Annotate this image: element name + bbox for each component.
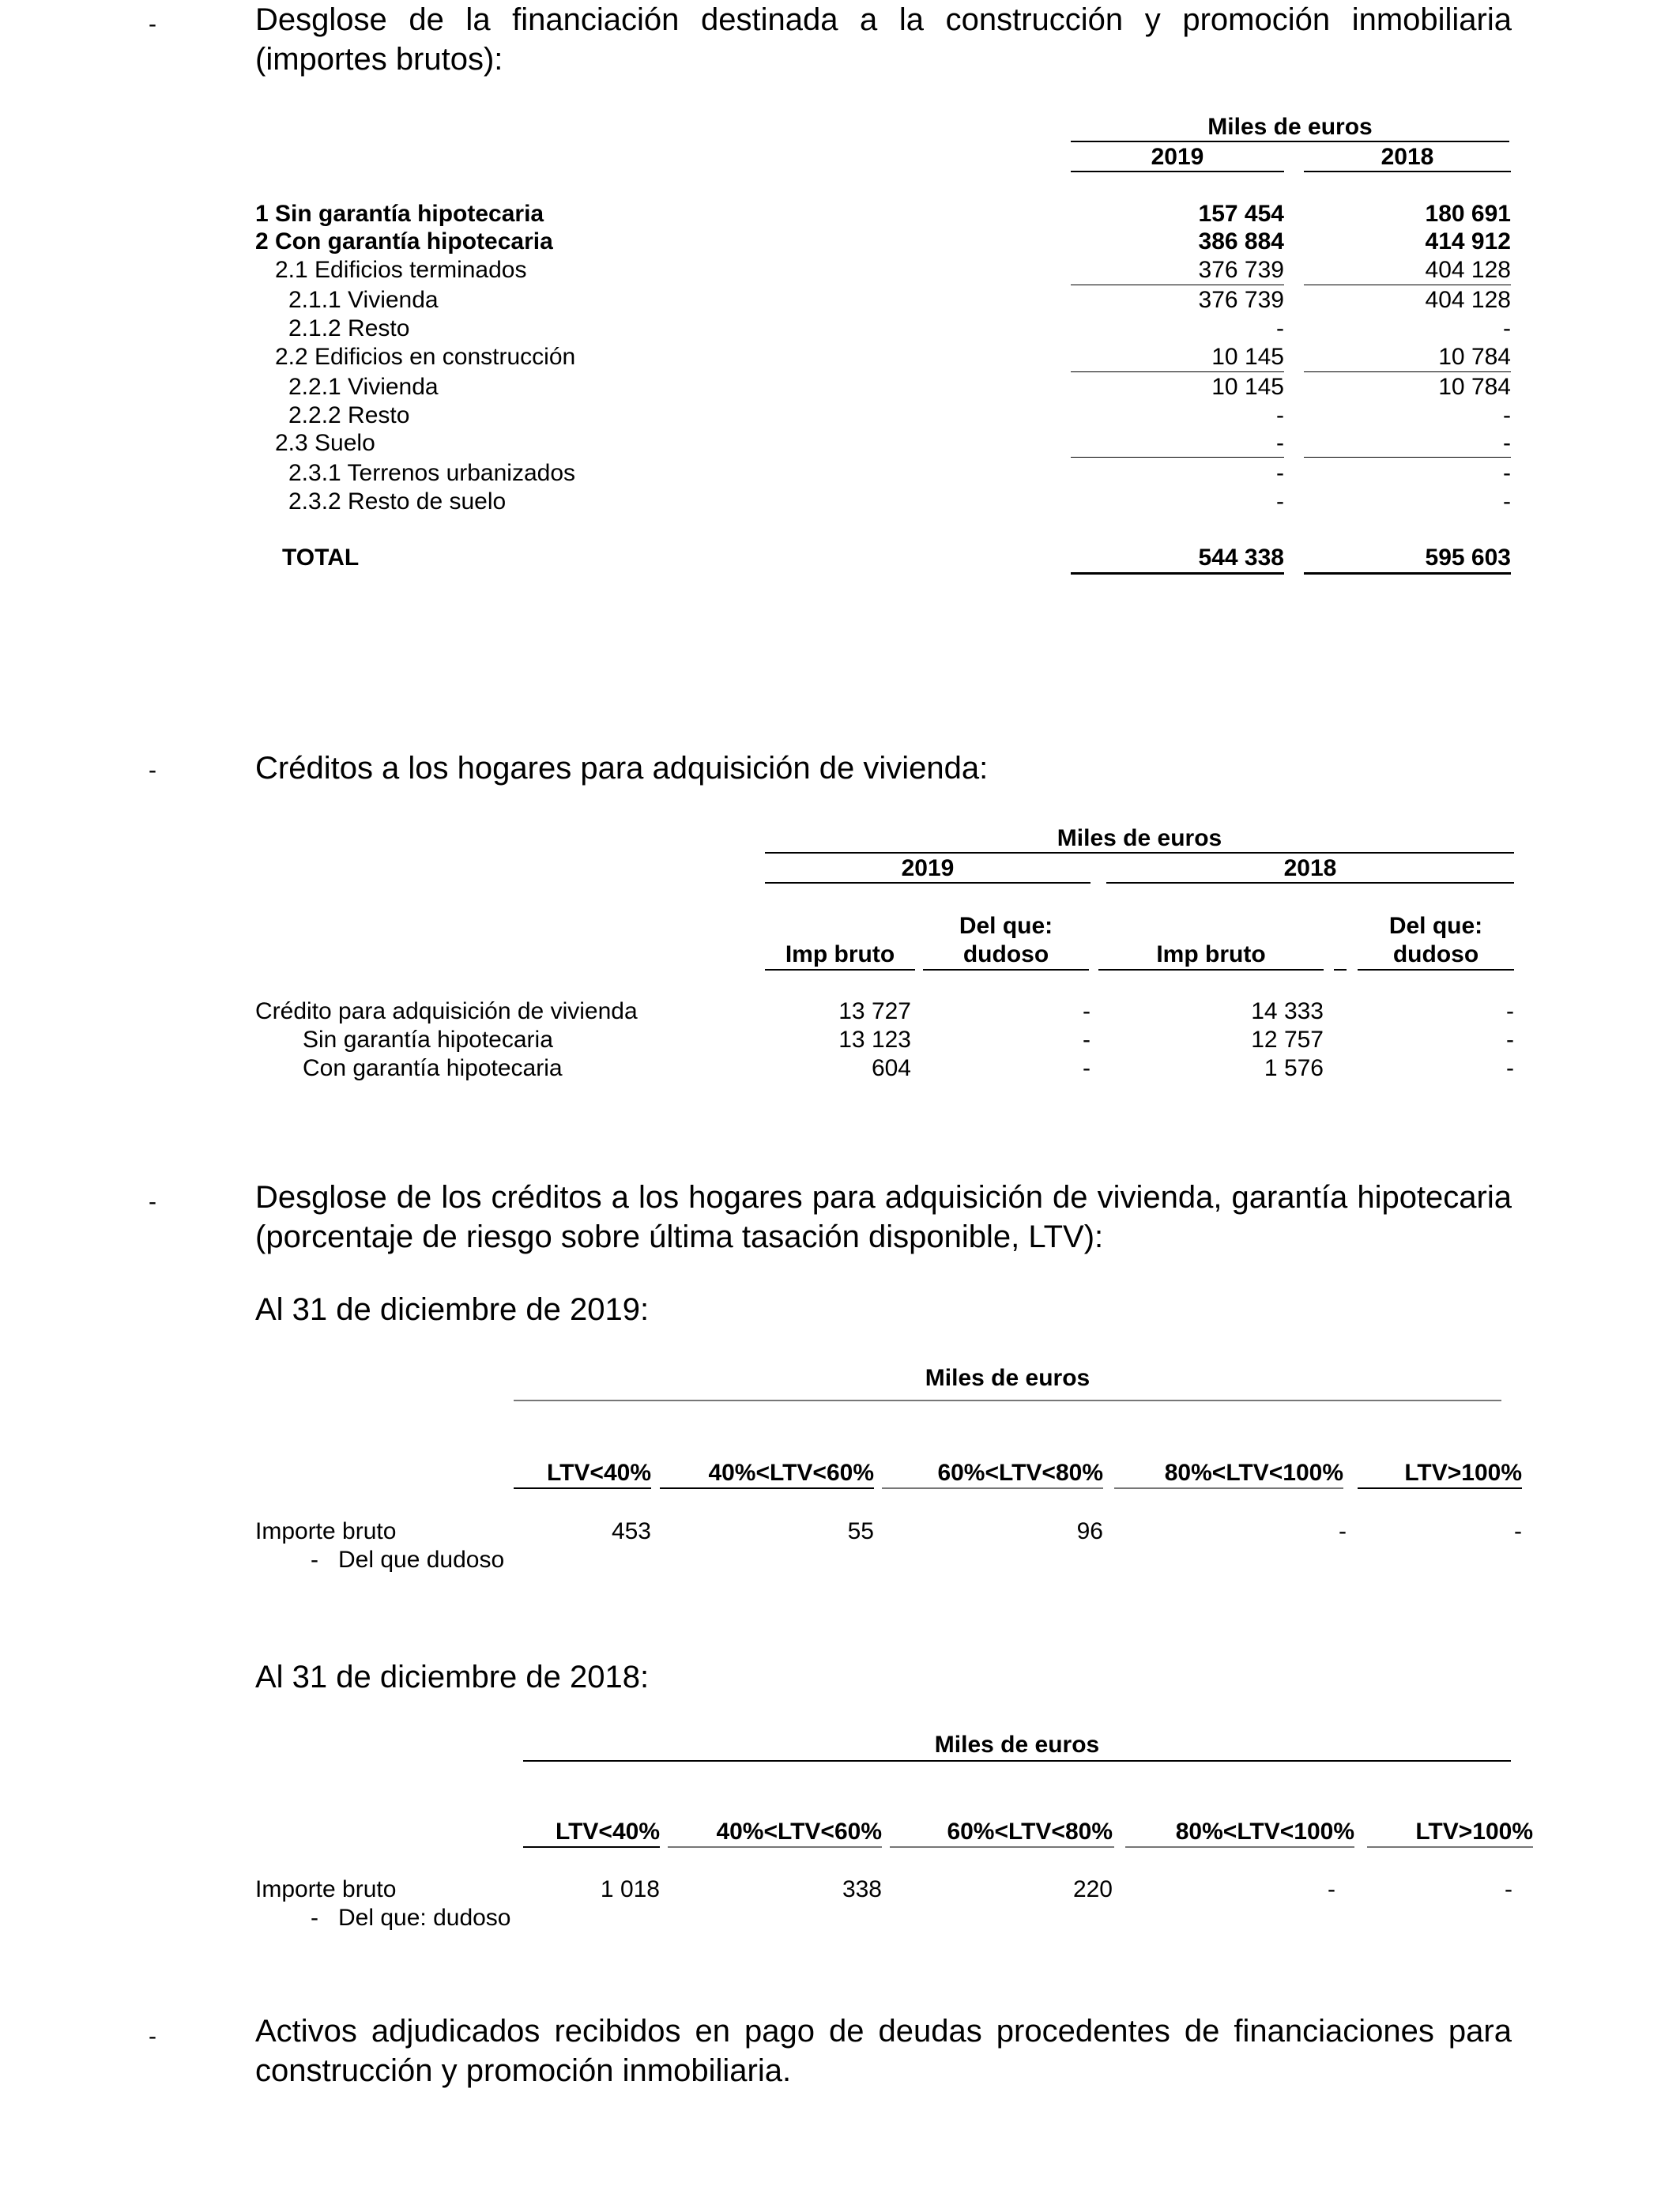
col-ltv-gt100: LTV>100% [1404, 1460, 1522, 1486]
row-value-2019: - [1276, 315, 1284, 341]
imp-2019: 604 [871, 1055, 911, 1081]
imp-2018: 1 576 [1264, 1055, 1324, 1081]
row-value-2019: 10 145 [1211, 344, 1284, 370]
row-value-2018: 10 784 [1438, 344, 1511, 370]
col-ltv-40-60: 40%<LTV<60% [708, 1460, 874, 1486]
col-ltv-60-80: 60%<LTV<80% [947, 1819, 1113, 1845]
ltv-value: 1 018 [600, 1876, 660, 1902]
col-rule [890, 1846, 1114, 1848]
section-heading-ltv: Desglose de los créditos a los hogares para adquisición de vivienda, garantía hipotecaria (porcentaje de riesgo sobre última tasación disponible, LTV): [255, 1180, 1512, 1254]
total-value-2019: 544 338 [1198, 545, 1284, 571]
ltv-value: 338 [842, 1876, 882, 1902]
col-rule [668, 1846, 882, 1848]
imp-2018: 14 333 [1251, 998, 1324, 1024]
row-value-2019: 376 739 [1198, 287, 1284, 313]
dudoso-2019: - [1083, 998, 1090, 1024]
row-label: 2.2.1 Vivienda [288, 374, 439, 400]
bullet-dash: - [149, 11, 156, 37]
row-label: 2.1.2 Resto [288, 315, 410, 341]
col-rule [923, 969, 1089, 971]
year-2019-header: 2019 [1151, 144, 1204, 170]
row-value-2019: - [1276, 460, 1284, 486]
row-value-2018: 414 912 [1425, 228, 1511, 254]
imp-2019: 13 727 [838, 998, 911, 1024]
row-value-2018: 404 128 [1425, 257, 1511, 283]
col-rule [1358, 1487, 1522, 1489]
year-2018-header: 2018 [1381, 144, 1434, 170]
col-rule [1114, 1487, 1343, 1489]
col-imp-bruto: Imp bruto [785, 941, 895, 967]
bullet-dash: - [149, 1189, 156, 1215]
year-2019-header: 2019 [901, 855, 955, 881]
col-rule [1334, 969, 1347, 971]
ltv-value: - [1328, 1876, 1335, 1902]
dudoso-2018: - [1506, 998, 1514, 1024]
row-value-2019: 10 145 [1211, 374, 1284, 400]
header-rule [765, 852, 1514, 854]
row-label: 2.2.2 Resto [288, 402, 410, 428]
year-rule-2019 [1071, 171, 1284, 172]
col-rule [882, 1487, 1103, 1489]
col-rule [1098, 969, 1324, 971]
bullet-dash: - [149, 757, 156, 783]
row-label: Con garantía hipotecaria [303, 1055, 563, 1081]
row-label: 2.3.1 Terrenos urbanizados [288, 460, 576, 486]
units-header: Miles de euros [1207, 114, 1373, 140]
subtotal-rule [1071, 371, 1284, 372]
row-value-2019: 386 884 [1198, 228, 1284, 254]
ltv-value: - [1339, 1518, 1347, 1544]
row-value-2018: - [1503, 430, 1511, 456]
ltv-value: 55 [847, 1518, 874, 1544]
ltv-value: - [1514, 1518, 1522, 1544]
row-value-2018: 404 128 [1425, 287, 1511, 313]
row-value-2018: 180 691 [1425, 201, 1511, 227]
dudoso-2018: - [1506, 1027, 1514, 1053]
imp-2018: 12 757 [1251, 1027, 1324, 1053]
row-label: - Del que: dudoso [311, 1905, 511, 1931]
units-header: Miles de euros [1057, 825, 1222, 851]
row-label: Sin garantía hipotecaria [303, 1027, 553, 1053]
row-value-2019: 376 739 [1198, 257, 1284, 283]
col-imp-bruto: Imp bruto [1156, 941, 1266, 967]
row-label: 1 Sin garantía hipotecaria [255, 201, 544, 227]
col-dudoso: dudoso [1392, 941, 1479, 967]
row-value-2018: 10 784 [1438, 374, 1511, 400]
header-rule [1071, 141, 1509, 142]
row-value-2018: - [1503, 402, 1511, 428]
ltv-value: 453 [611, 1518, 651, 1544]
units-header: Miles de euros [925, 1365, 1090, 1391]
year-rule-2018 [1304, 171, 1511, 172]
bullet-dash: - [149, 2023, 156, 2049]
subtotal-rule [1071, 457, 1284, 458]
section-heading-financing: Desglose de la financiación destinada a la construcción y promoción inmobiliaria (importes brutos): [255, 2, 1512, 77]
row-label: 2.1 Edificios terminados [275, 257, 527, 283]
section-heading-household-credit: Créditos a los hogares para adquisición de vivienda: [255, 751, 989, 786]
row-value-2019: - [1276, 402, 1284, 428]
year-2018-header: 2018 [1283, 855, 1337, 881]
row-label: 2 Con garantía hipotecaria [255, 228, 553, 254]
subheading-2019: Al 31 de diciembre de 2019: [255, 1292, 650, 1327]
units-header: Miles de euros [934, 1732, 1100, 1758]
total-rule [1071, 572, 1284, 575]
header-rule [514, 1400, 1501, 1401]
col-ltv-80-100: 80%<LTV<100% [1175, 1819, 1354, 1845]
col-rule [765, 969, 915, 971]
row-value-2018: - [1503, 460, 1511, 486]
total-rule [1304, 572, 1511, 575]
col-ltv-gt100: LTV>100% [1415, 1819, 1533, 1845]
row-label: 2.3.2 Resto de suelo [288, 488, 507, 515]
imp-2019: 13 123 [838, 1027, 911, 1053]
ltv-value: - [1505, 1876, 1512, 1902]
col-rule [514, 1487, 651, 1489]
subtotal-rule [1304, 457, 1511, 458]
row-value-2019: - [1276, 488, 1284, 515]
col-ltv-60-80: 60%<LTV<80% [937, 1460, 1103, 1486]
header-rule [523, 1760, 1511, 1762]
dudoso-2018: - [1506, 1055, 1514, 1081]
row-label: Crédito para adquisición de vivienda [255, 998, 638, 1024]
col-rule [1367, 1846, 1533, 1848]
col-rule [1125, 1846, 1354, 1848]
year-rule-2018 [1106, 882, 1514, 884]
col-ltv-80-100: 80%<LTV<100% [1164, 1460, 1343, 1486]
row-label: 2.2 Edificios en construcción [275, 344, 576, 370]
col-ltv-lt40: LTV<40% [547, 1460, 651, 1486]
subtotal-rule [1304, 371, 1511, 372]
total-value-2018: 595 603 [1425, 545, 1511, 571]
row-label: 2.1.1 Vivienda [288, 287, 439, 313]
row-label: Importe bruto [255, 1876, 397, 1902]
year-rule-2019 [765, 882, 1090, 884]
col-rule [660, 1487, 874, 1489]
row-label: - Del que dudoso [311, 1547, 505, 1573]
ltv-value: 220 [1072, 1876, 1113, 1902]
dudoso-2019: - [1083, 1055, 1090, 1081]
ltv-value: 96 [1076, 1518, 1103, 1544]
col-del-que: Del que: [959, 913, 1053, 939]
col-ltv-40-60: 40%<LTV<60% [716, 1819, 882, 1845]
dudoso-2019: - [1083, 1027, 1090, 1053]
section-heading-foreclosed-assets: Activos adjudicados recibidos en pago de deudas procedentes de financiaciones para construcción y promoción inmobiliaria. [255, 2014, 1512, 2088]
col-rule [1358, 969, 1514, 971]
subheading-2018: Al 31 de diciembre de 2018: [255, 1660, 650, 1695]
row-label: Importe bruto [255, 1518, 397, 1544]
row-value-2019: 157 454 [1198, 201, 1284, 227]
row-value-2018: - [1503, 488, 1511, 515]
col-dudoso: dudoso [962, 941, 1049, 967]
row-value-2018: - [1503, 315, 1511, 341]
row-label: 2.3 Suelo [275, 430, 375, 456]
col-rule [523, 1846, 660, 1848]
total-label: TOTAL [282, 545, 360, 571]
col-del-que: Del que: [1388, 913, 1483, 939]
row-value-2019: - [1276, 430, 1284, 456]
col-ltv-lt40: LTV<40% [556, 1819, 660, 1845]
